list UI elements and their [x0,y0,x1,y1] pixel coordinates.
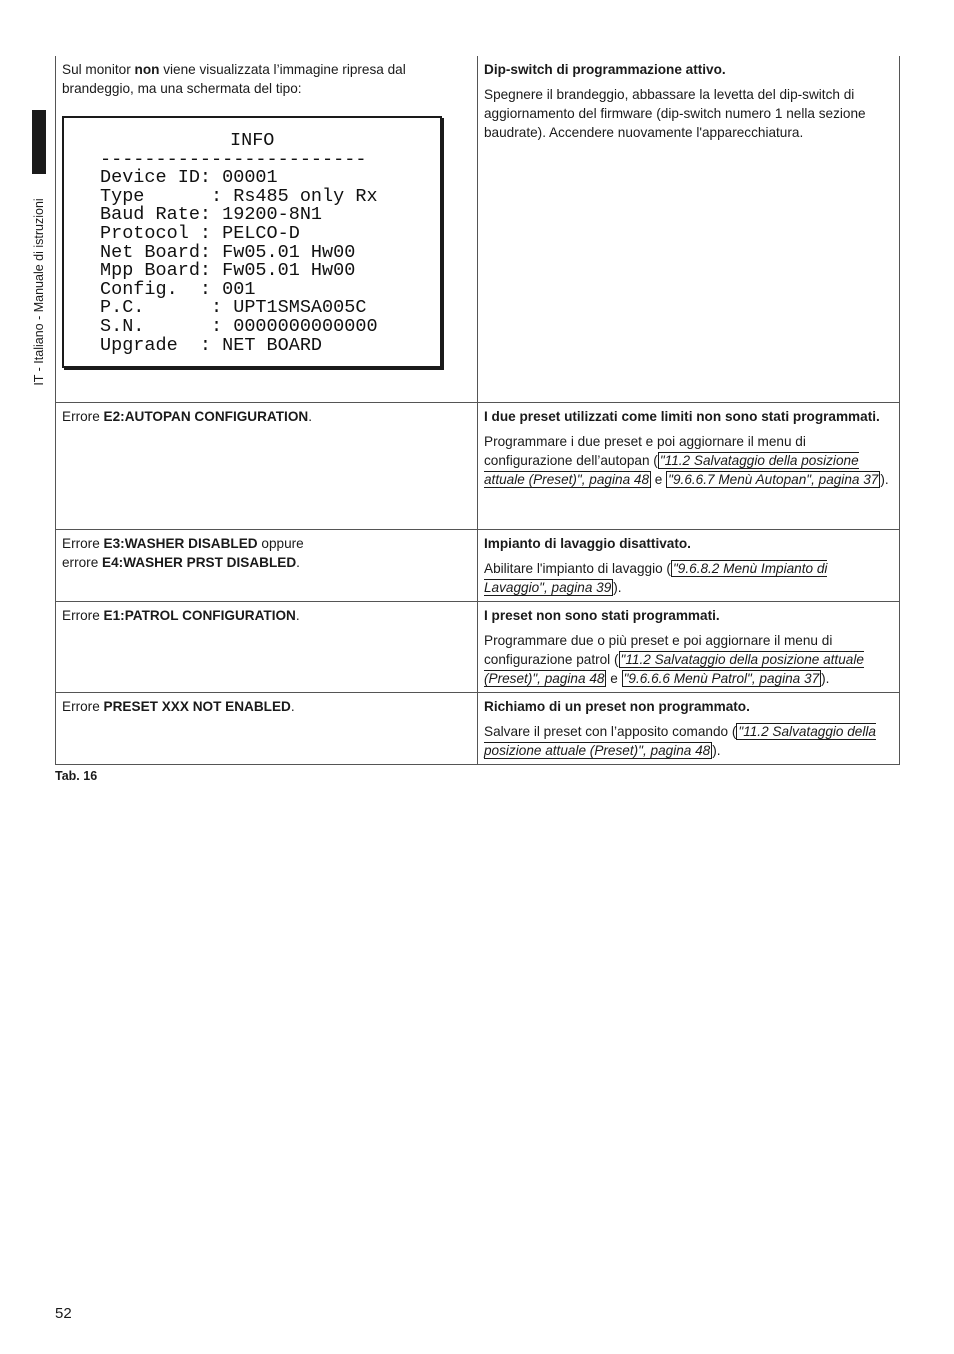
table-row [56,403,900,530]
cause-text: I due preset utilizzati come limiti non sono stati programmati. [484,409,880,424]
cross-reference-link[interactable]: "11.2 Salvataggio della posizione attuale (Preset)", pagina 48 [484,724,876,758]
info-screen-title: INFO [230,130,275,151]
cross-reference-link[interactable]: "11.2 Salvataggio della posizione attuale (Preset)", pagina 48 [484,453,859,487]
info-line: Device ID: 00001 [100,167,278,189]
problem-cell [56,56,478,403]
side-language-label: IT - Italiano - Manuale di istruzioni [32,198,46,386]
page-number: 52 [55,1305,72,1322]
table-row [56,530,900,602]
solution-text: Programmare i due preset e poi aggiornare il menu di configurazione dell’autopan ( "11.2 Salvataggio della posizione attuale (Preset)", pagina 48 e "9.6.6.7 Menù Autopan", pagina 37 ). [484,434,889,487]
solution-cell [478,403,900,530]
info-line: Upgrade : NET BOARD [100,334,323,356]
solution-text: Salvare il preset con l’apposito comando ( "11.2 Salvataggio della posizione attuale (Preset)", pagina 48 ). [484,724,876,758]
problem-text: Sul monitor non viene visualizzata l’immagine ripresa dal brandeggio, ma una schermata del tipo: [62,62,406,96]
info-line: Type : Rs485 only Rx [100,185,378,207]
info-screen-separator: ------------------------ [100,148,367,170]
cross-reference-link[interactable]: "9.6.6.6 Menù Patrol", pagina 37 [623,671,820,686]
table-caption: Tab. 16 [55,769,98,783]
cross-reference-link[interactable]: "11.2 Salvataggio della posizione attuale (Preset)", pagina 48 [484,652,864,686]
solution-text: Abilitare l'impianto di lavaggio ( "9.6.8.2 Menù Impianto di Lavaggio", pagina 39 ). [484,561,828,595]
table-row [56,693,900,765]
solution-cell [478,530,900,602]
solution-cell [478,693,900,765]
cross-reference-link[interactable]: "9.6.6.7 Menù Autopan", pagina 37 [668,472,879,487]
problem-text: Errore E2:AUTOPAN CONFIGURATION. [62,409,312,424]
cause-text: Richiamo di un preset non programmato. [484,699,750,714]
cause-text: I preset non sono stati programmati. [484,608,720,623]
solution-text: Programmare due o più preset e poi aggiornare il menu di configurazione patrol ( "11.2 Salvataggio della posizione attuale (Preset)", pagina 48 e "9.6.6.6 Menù Patrol", pagina 37 ). [484,633,864,686]
table-row [56,602,900,693]
problem-cell [56,403,478,530]
info-line: Config. : 001 [100,278,256,300]
problem-text: Errore E3:WASHER DISABLED oppure errore E4:WASHER PRST DISABLED. [62,536,304,570]
problem-text: Errore PRESET XXX NOT ENABLED. [62,699,295,714]
solution-cell [478,602,900,693]
info-line: P.C. : UPT1SMSA005C [100,297,367,319]
problem-cell [56,693,478,765]
cross-reference-link[interactable]: "9.6.8.2 Menù Impianto di Lavaggio", pagina 39 [484,561,828,595]
problem-cell [56,530,478,602]
info-line: Protocol : PELCO-D [100,222,300,244]
side-tab-marker [32,110,46,174]
solution-cell [478,56,900,403]
cause-text: Impianto di lavaggio disattivato. [484,536,691,551]
cause-text: Dip-switch di programmazione attivo. [484,62,726,77]
problem-text: Errore E1:PATROL CONFIGURATION. [62,608,300,623]
info-screen [62,116,442,368]
info-line: S.N. : 0000000000000 [100,315,378,337]
info-line: Net Board: Fw05.01 Hw00 [100,241,356,263]
info-line: Baud Rate: 19200-8N1 [100,204,323,226]
problem-cell [56,602,478,693]
troubleshooting-table [55,56,900,765]
solution-text: Spegnere il brandeggio, abbassare la levetta del dip-switch di aggiornamento del firmware (dip-switch numero 1 nella sezione baudrate). Accendere nuovamente l'apparecchiatura. [484,87,866,140]
info-line: Mpp Board: Fw05.01 Hw00 [100,260,356,282]
table-row [56,56,900,403]
